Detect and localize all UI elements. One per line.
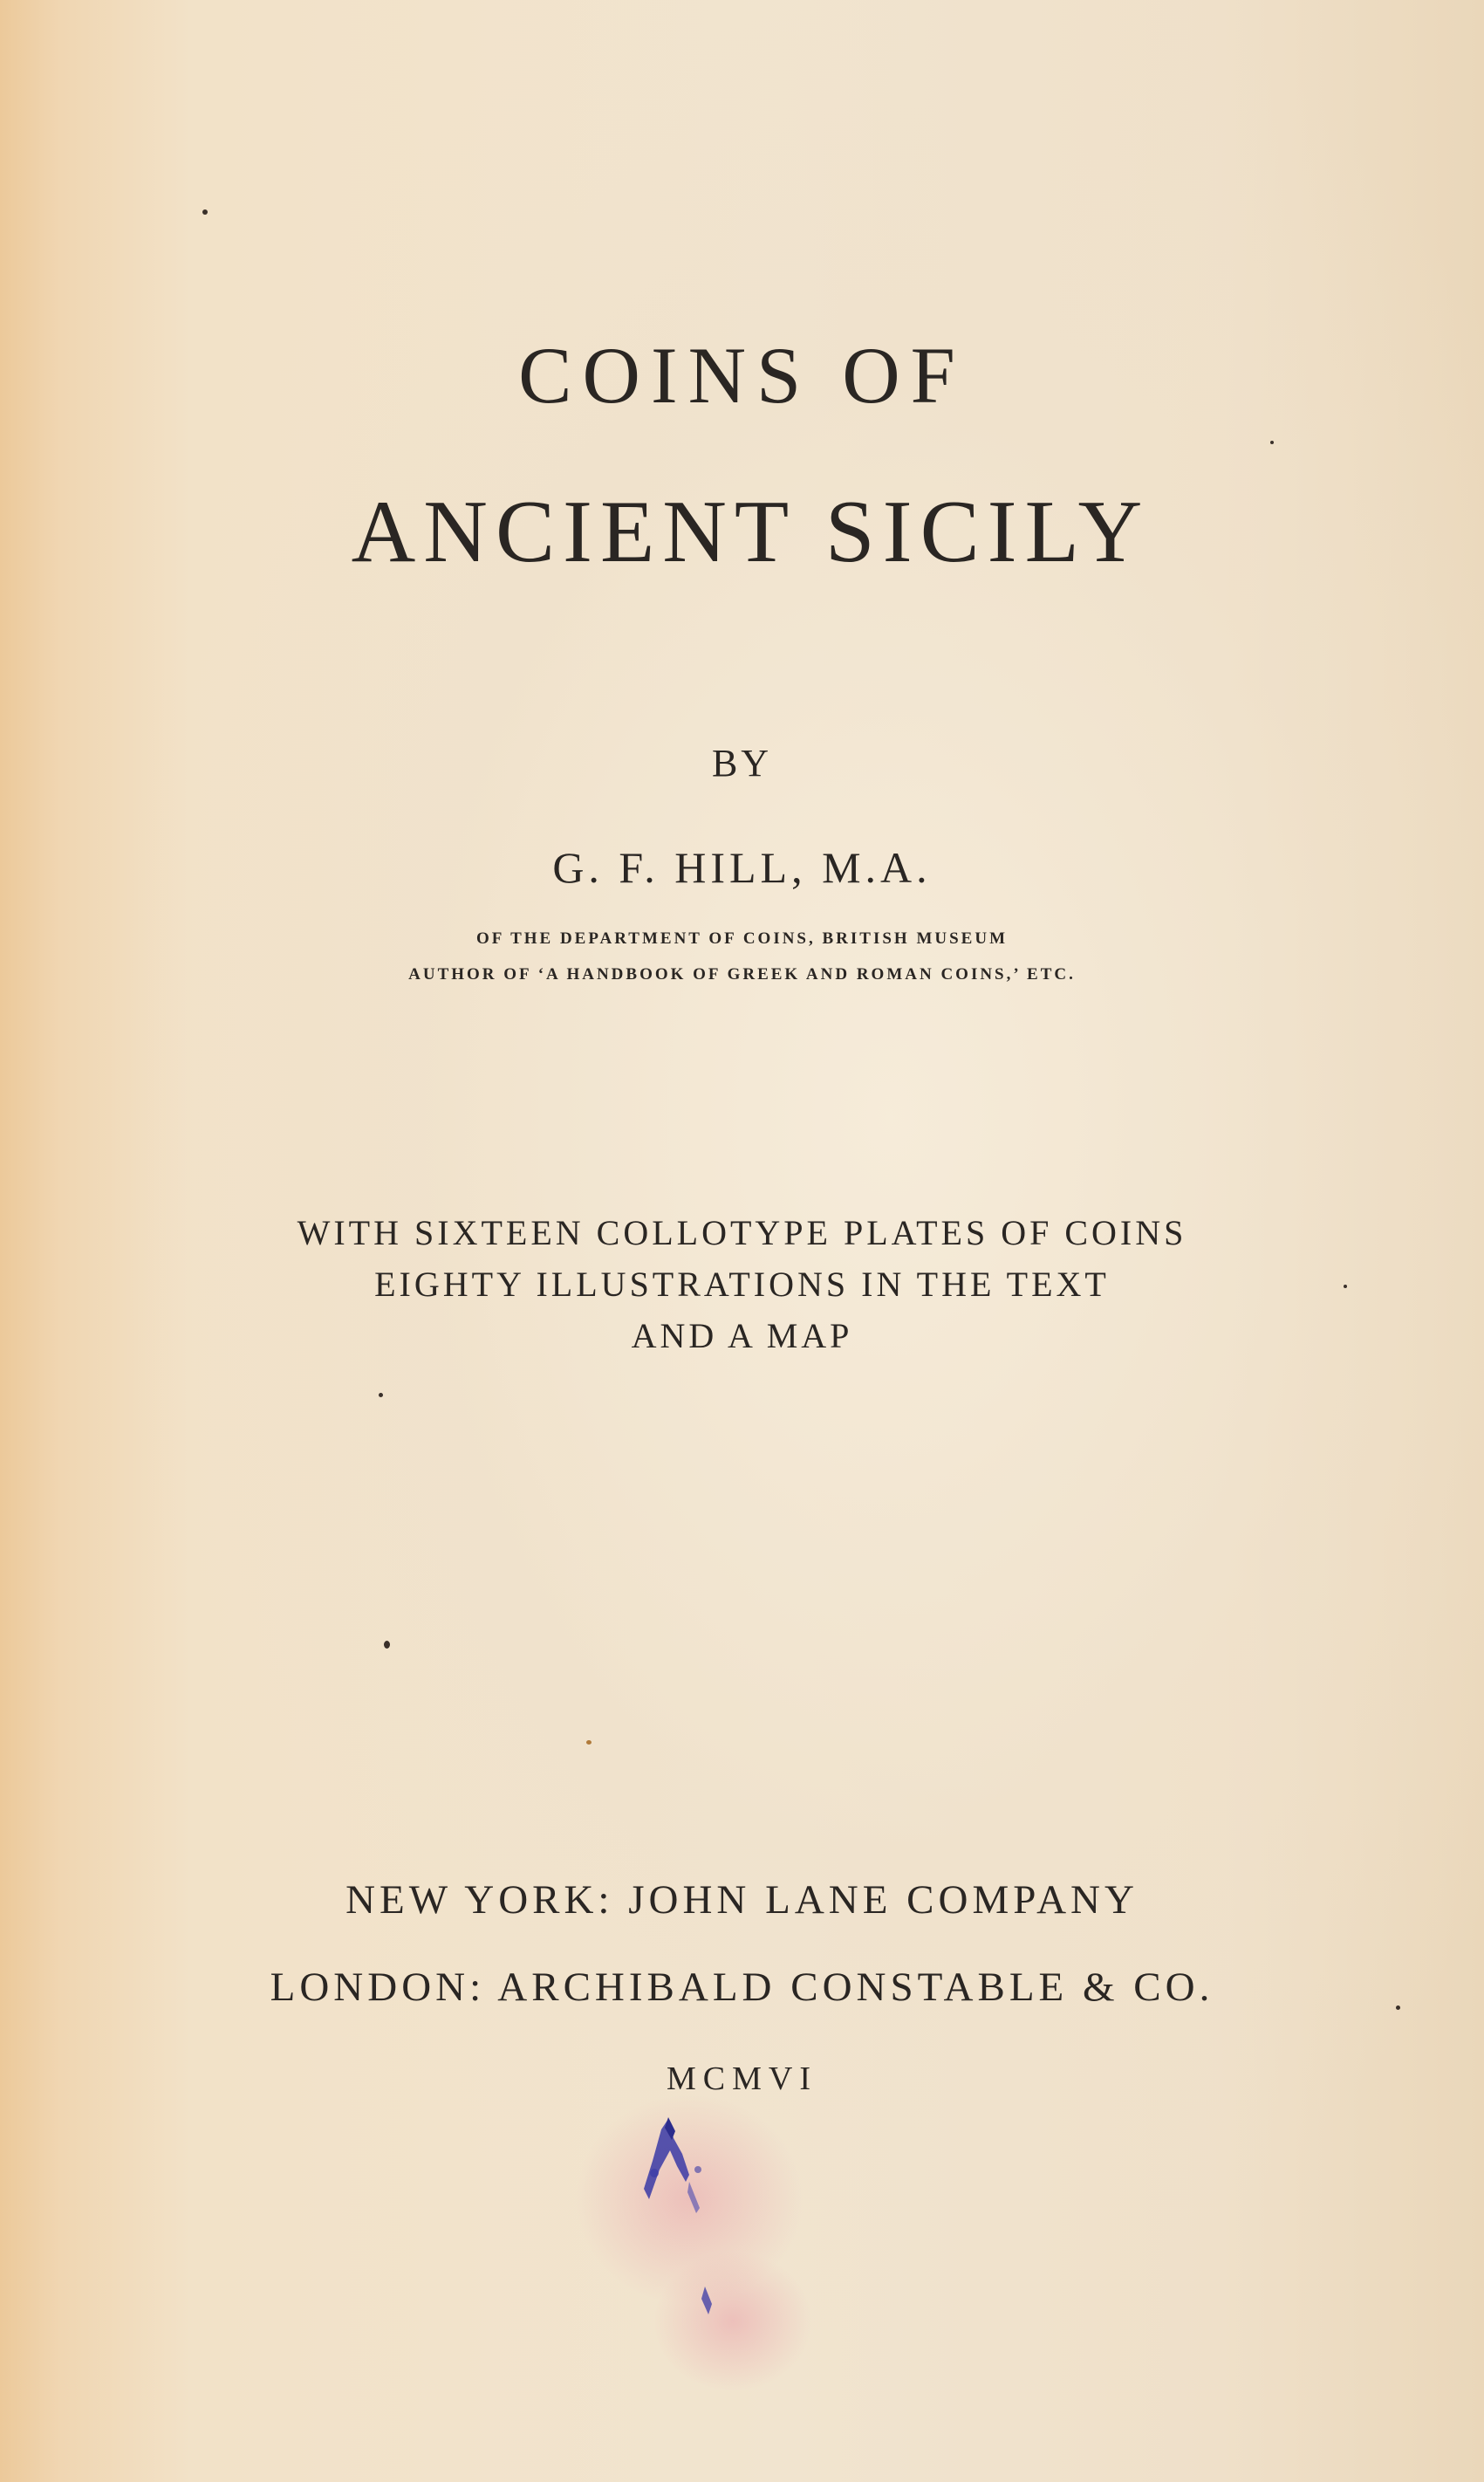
illustrations-note-1: WITH SIXTEEN COLLOTYPE PLATES OF COINS: [297, 1213, 1187, 1252]
paper-speck: [384, 1641, 390, 1649]
byline: BY: [711, 742, 773, 785]
paper-speck: [1270, 441, 1274, 444]
ink-stain: [558, 2086, 855, 2400]
paper-speck: [379, 1393, 383, 1397]
publisher-new-york: NEW YORK: JOHN LANE COMPANY: [345, 1877, 1139, 1923]
paper-speck: [202, 209, 208, 215]
author-affiliation-2: AUTHOR OF ‘A HANDBOOK OF GREEK AND ROMAN COINS,’ ETC.: [408, 965, 1076, 984]
author-affiliation-1: OF THE DEPARTMENT OF COINS, BRITISH MUSEUM: [475, 929, 1008, 948]
paper-speck: [586, 1740, 592, 1745]
illustrations-note-3: AND A MAP: [631, 1316, 853, 1355]
author-name: G. F. HILL, M.A.: [552, 843, 932, 892]
paper-speck: [1396, 2005, 1400, 2010]
publisher-london: LONDON: ARCHIBALD CONSTABLE & CO.: [270, 1964, 1214, 2010]
illustrations-note-2: EIGHTY ILLUSTRATIONS IN THE TEXT: [374, 1265, 1110, 1304]
publication-year: MCMVI: [666, 2060, 818, 2097]
book-title-line-1: COINS OF: [518, 331, 966, 420]
paper-speck: [1344, 1285, 1347, 1288]
book-title-line-2: ANCIENT SICILY: [351, 483, 1151, 581]
